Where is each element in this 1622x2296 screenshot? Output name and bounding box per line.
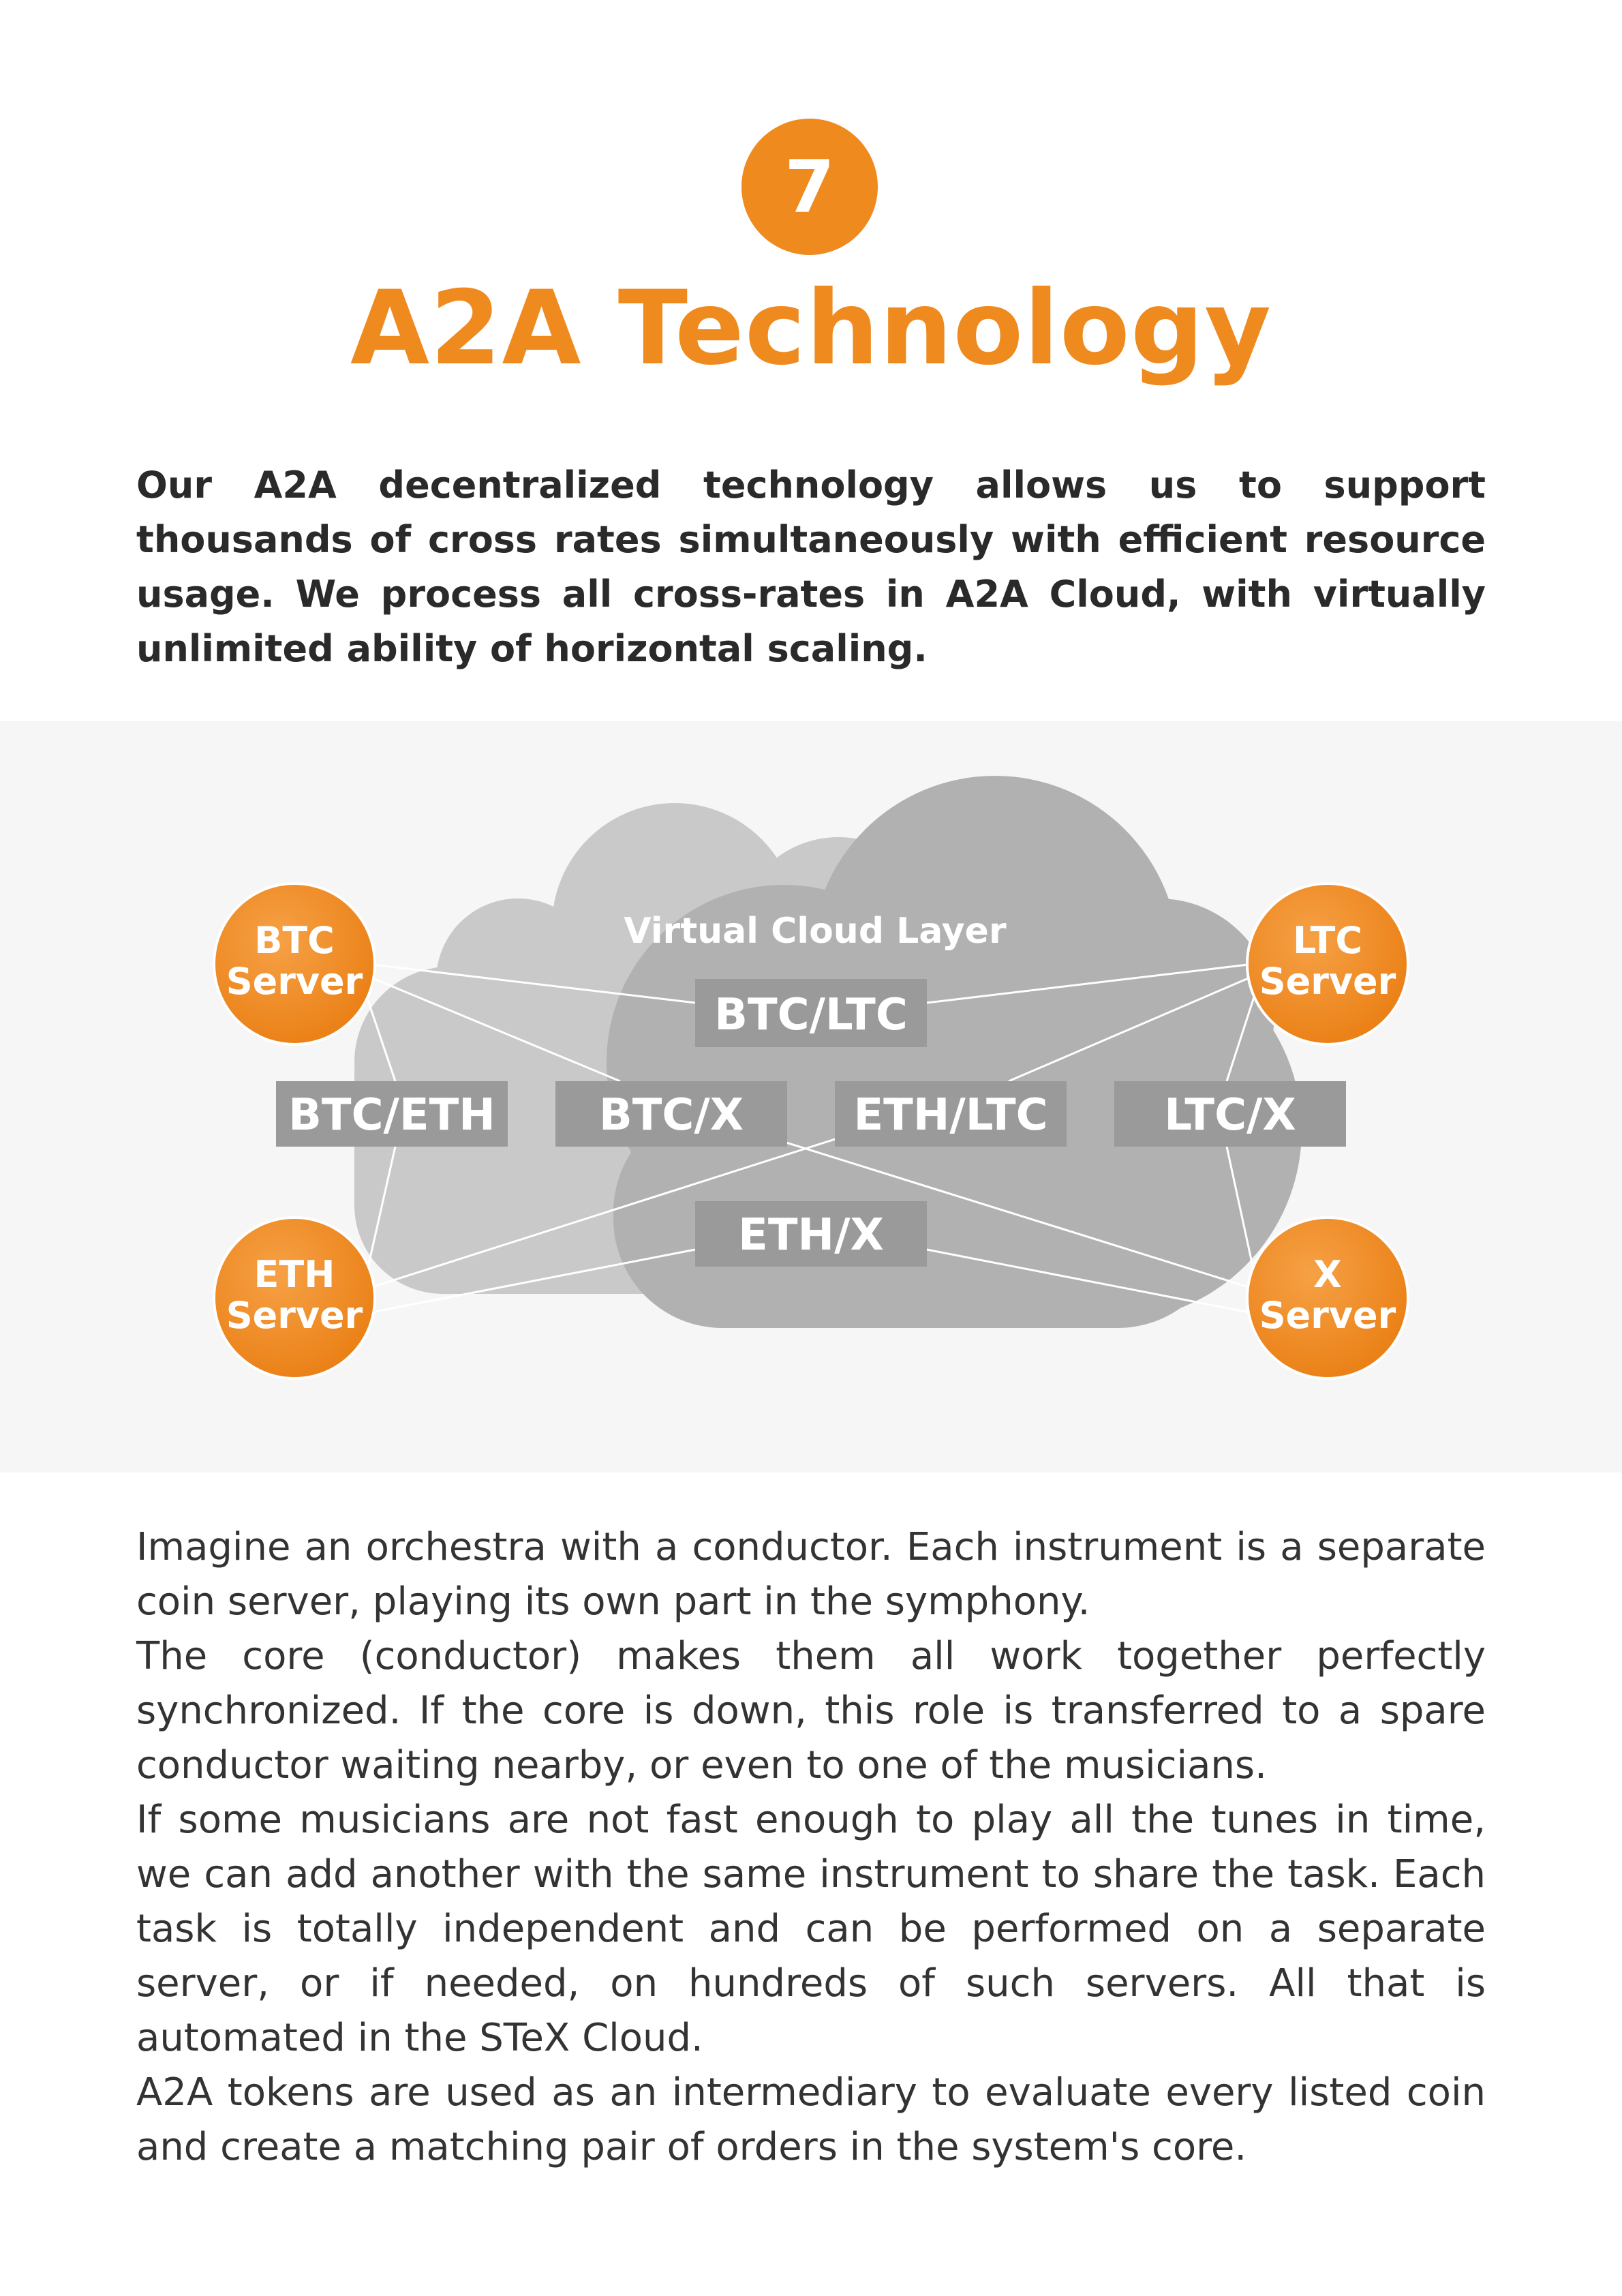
server-label: Server: [226, 1294, 363, 1337]
server-label: Server: [1259, 960, 1396, 1003]
section-number: 7: [784, 145, 835, 229]
pair-eth-x: [695, 1201, 927, 1267]
btc-server-node: [214, 883, 375, 1044]
server-name: ETH: [254, 1253, 335, 1296]
pair-label: BTC/LTC: [714, 990, 908, 1040]
server-label: Server: [226, 960, 363, 1003]
server-label: Server: [1259, 1294, 1396, 1337]
paragraph-tokens: A2A tokens are used as an intermediary to evaluate every listed coin and create a matching pair of orders in the system's core.: [136, 2070, 1486, 2169]
server-name: X: [1313, 1253, 1342, 1296]
pair-label: LTC/X: [1164, 1090, 1296, 1141]
pair-label: BTC/X: [598, 1090, 744, 1141]
ltc-server-node: [1247, 883, 1408, 1044]
pair-ltc-x: [1114, 1081, 1346, 1147]
intro-paragraph: Our A2A decentralized technology allows us to support thousands of cross rates simultaneously with efficient resource usage. We process all cross-rates in A2A Cloud, with virtually unlimited ability of horizontal scaling.: [136, 464, 1486, 670]
server-name: LTC: [1293, 919, 1362, 962]
a2a-cloud-diagram: [0, 721, 1622, 1472]
section-number-badge: [741, 119, 878, 255]
x-server-node: [1247, 1218, 1408, 1378]
pair-btc-x: [555, 1081, 787, 1147]
cloud-layer-label: Virtual Cloud Layer: [624, 911, 1007, 952]
pair-label: ETH/X: [738, 1210, 884, 1260]
pair-btc-ltc: [695, 979, 927, 1047]
paragraph-core: The core (conductor) makes them all work together perfectly synchronized. If the core is down, this role is transferred to a spare conductor waiting nearby, or even to one of the musicians.: [136, 1634, 1486, 1787]
body-text: [136, 1520, 1486, 2175]
paragraph-orchestra: Imagine an orchestra with a conductor. Each instrument is a separate coin server, playing its own part in the symphony.: [136, 1525, 1486, 1624]
pair-label: BTC/ETH: [288, 1090, 495, 1141]
paragraph-scaling: If some musicians are not fast enough to play all the tunes in time, we can add another with the same instrument to share the task. Each task is totally independent and can be performed on a separate server, or if needed, on hundreds of such servers. All that is automated in the STeX Cloud.: [136, 1798, 1486, 2060]
pair-label: ETH/LTC: [853, 1090, 1048, 1141]
page-title: A2A Technology: [350, 269, 1272, 388]
pair-btc-eth: [276, 1081, 508, 1147]
pair-eth-ltc: [835, 1081, 1067, 1147]
server-name: BTC: [254, 919, 335, 962]
eth-server-node: [214, 1218, 375, 1378]
